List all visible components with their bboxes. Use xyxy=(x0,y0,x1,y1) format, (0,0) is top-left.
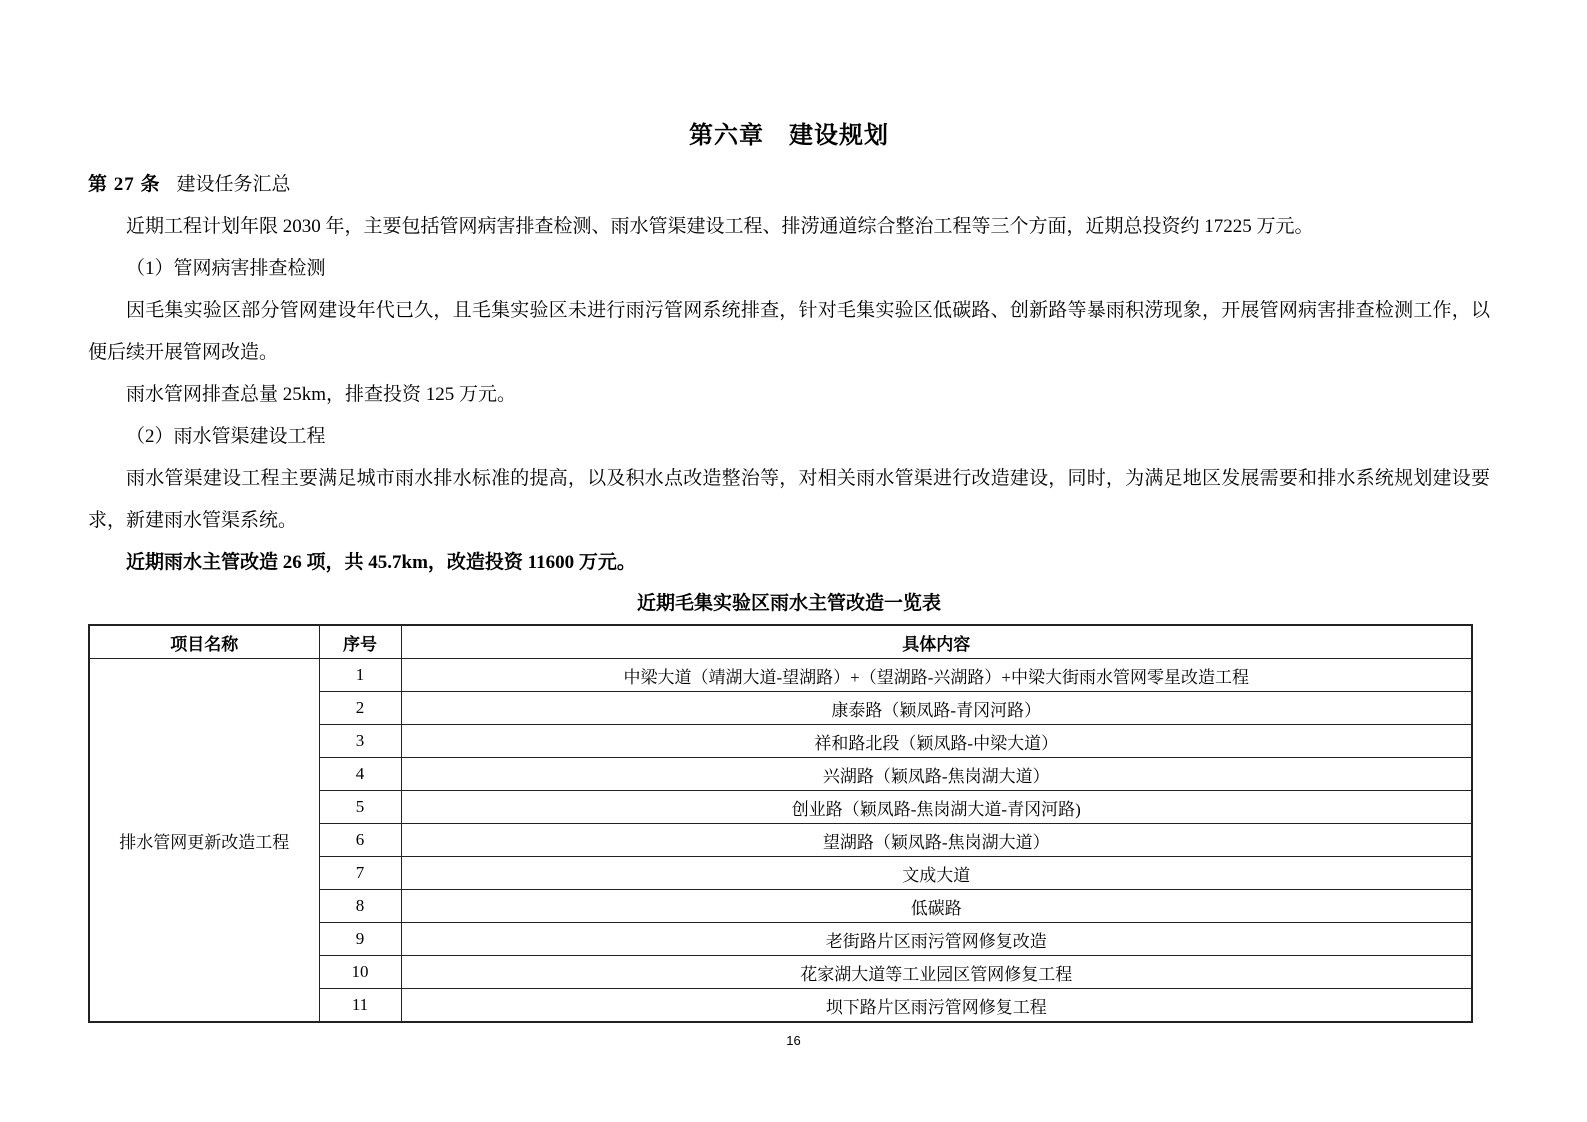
row-no: 4 xyxy=(319,758,401,791)
row-content: 花家湖大道等工业园区管网修复工程 xyxy=(401,956,1472,989)
row-no: 9 xyxy=(319,923,401,956)
row-content: 兴湖路（颖凤路-焦岗湖大道） xyxy=(401,758,1472,791)
article-number: 第 27 条 xyxy=(88,174,161,195)
paragraph-summary-bold: 近期雨水主管改造 26 项，共 45.7km，改造投资 11600 万元。 xyxy=(126,552,636,573)
row-content: 中梁大道（靖湖大道-望湖路）+（望湖路-兴湖路）+中梁大街雨水管网零星改造工程 xyxy=(401,659,1472,692)
row-no: 5 xyxy=(319,791,401,824)
row-content: 望湖路（颖凤路-焦岗湖大道） xyxy=(401,824,1472,857)
article-heading xyxy=(88,164,1490,206)
row-no: 6 xyxy=(319,824,401,857)
row-no: 3 xyxy=(319,725,401,758)
chapter-title: 第六章 建设规划 xyxy=(689,123,889,149)
row-content: 祥和路北段（颖凤路-中梁大道） xyxy=(401,725,1472,758)
row-no: 8 xyxy=(319,890,401,923)
table-header-row xyxy=(89,625,1472,659)
row-content: 老街路片区雨污管网修复改造 xyxy=(401,923,1472,956)
table-caption: 近期毛集实验区雨水主管改造一览表 xyxy=(636,593,941,614)
article-title: 建设任务汇总 xyxy=(176,174,291,195)
row-content: 康泰路（颖凤路-青冈河路） xyxy=(401,692,1472,725)
paragraph-item2-body: 雨水管渠建设工程主要满足城市雨水排水标准的提高，以及积水点改造整治等，对相关雨水管渠进行改造建设，同时，为满足地区发展需要和排水系统规划建设要求，新建雨水管渠系统。 xyxy=(88,468,1490,531)
row-no: 11 xyxy=(319,989,401,1023)
paragraph-item1-heading: （1）管网病害排查检测 xyxy=(126,258,326,279)
table-row xyxy=(89,659,1472,692)
page-number: 16 xyxy=(786,1033,801,1048)
paragraph-item1-investment: 雨水管网排查总量 25km，排查投资 125 万元。 xyxy=(126,384,517,405)
paragraph-item1-body: 因毛集实验区部分管网建设年代已久，且毛集实验区未进行雨污管网系统排查，针对毛集实验区低碳路、创新路等暴雨积涝现象，开展管网病害排查检测工作，以便后续开展管网改造。 xyxy=(88,300,1490,363)
project-name-cell: 排水管网更新改造工程 xyxy=(89,659,319,1023)
header-serial-number: 序号 xyxy=(319,625,401,659)
row-no: 10 xyxy=(319,956,401,989)
row-content: 低碳路 xyxy=(401,890,1472,923)
row-content: 创业路（颖凤路-焦岗湖大道-青冈河路) xyxy=(401,791,1472,824)
row-content: 文成大道 xyxy=(401,857,1472,890)
row-no: 2 xyxy=(319,692,401,725)
header-detail-content: 具体内容 xyxy=(401,625,1472,659)
rainwater-main-pipe-table xyxy=(88,624,1473,1023)
paragraph-overview: 近期工程计划年限 2030 年，主要包括管网病害排查检测、雨水管渠建设工程、排涝通道综合整治工程等三个方面，近期总投资约 17225 万元。 xyxy=(126,216,1314,237)
paragraph-item2-heading: （2）雨水管渠建设工程 xyxy=(126,426,326,447)
row-content: 坝下路片区雨污管网修复工程 xyxy=(401,989,1472,1023)
row-no: 1 xyxy=(319,659,401,692)
row-no: 7 xyxy=(319,857,401,890)
header-project-name: 项目名称 xyxy=(89,625,319,659)
